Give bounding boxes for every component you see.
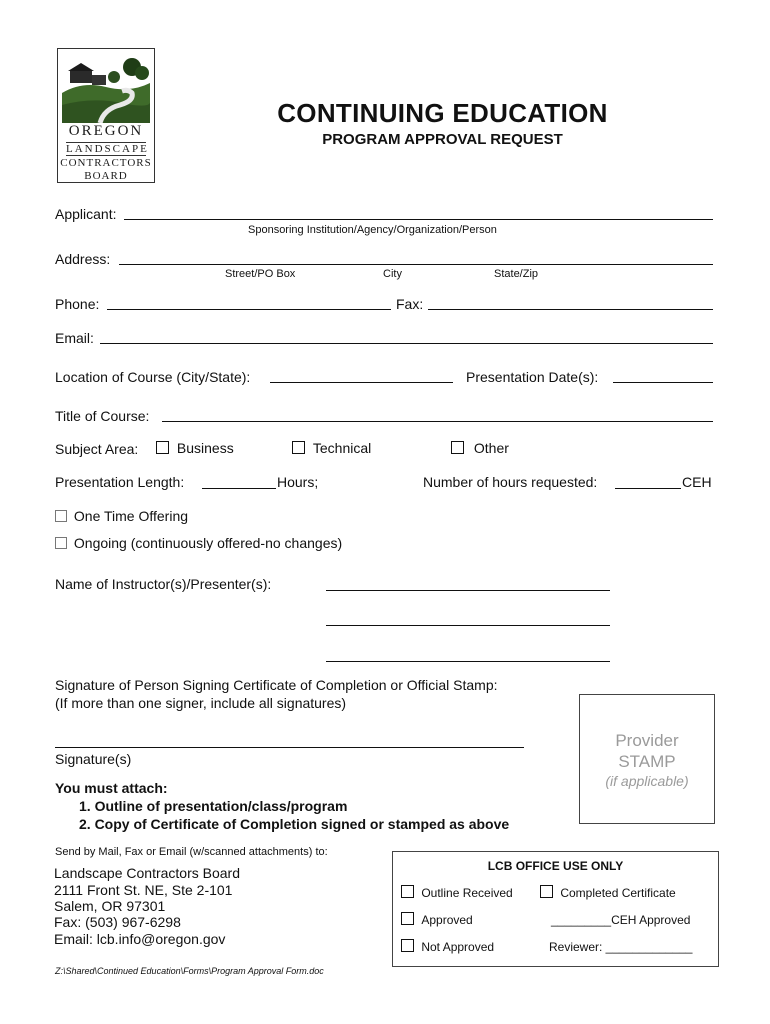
fax-field[interactable] [428,309,713,310]
other-checkbox[interactable] [451,441,464,454]
phone-label: Phone: [55,296,100,312]
instructor-field-2[interactable] [326,625,610,626]
signature-instruction: Signature of Person Signing Certificate of Completion or Official Stamp: [55,677,498,693]
logo-text-board: BOARD [84,170,128,182]
send-address-line-2: 2111 Front St. NE, Ste 2-101 [54,882,233,898]
instructor-label: Name of Instructor(s)/Presenter(s): [55,576,272,592]
one-time-offering-label: One Time Offering [73,508,189,524]
fax-label: Fax: [396,296,424,312]
logo-text-oregon: OREGON [68,123,144,139]
stamp-text-stamp: STAMP [618,752,676,771]
page-subtitle: PROGRAM APPROVAL REQUEST [322,131,563,148]
ongoing-offering-option[interactable] [55,535,342,551]
send-fax: Fax: (503) 967-6298 [54,914,181,930]
location-label: Location of Course (City/State): [55,369,251,385]
one-time-offering-option[interactable] [55,508,188,524]
location-field[interactable] [270,382,453,383]
course-title-label: Title of Course: [55,408,150,424]
business-label: Business [176,440,234,456]
send-address-line-1: Landscape Contractors Board [54,865,240,881]
applicant-caption: Sponsoring Institution/Agency/Organization/Person [248,224,497,236]
presentation-length-field[interactable] [202,488,276,489]
ceh-approved-field[interactable]: _________CEH Approved [551,913,691,927]
instructor-field-3[interactable] [326,661,610,662]
one-time-offering-checkbox[interactable] [55,510,67,522]
landscape-logo-icon [62,53,150,123]
not-approved-checkbox[interactable] [401,939,414,952]
address-field[interactable] [119,264,713,265]
attach-item-certificate: 2. Copy of Certificate of Completion signed or stamped as above [79,816,510,832]
outline-received-label: Outline Received [421,886,513,900]
hours-requested-unit: CEH [682,474,712,490]
address-caption-city: City [383,268,402,280]
presentation-dates-label: Presentation Date(s): [466,369,599,385]
send-address-line-3: Salem, OR 97301 [54,898,166,914]
other-label: Other [473,440,509,456]
page-title: CONTINUING EDUCATION [277,98,608,128]
applicant-label: Applicant: [55,206,117,222]
signature-note: (If more than one signer, include all signatures) [55,695,347,711]
phone-field[interactable] [107,309,391,310]
outline-received-option[interactable] [401,885,513,900]
instructor-field-1[interactable] [326,590,610,591]
hours-requested-field[interactable] [615,488,681,489]
lcb-logo [57,48,155,183]
address-caption-state: State/Zip [494,268,539,280]
hours-requested-label: Number of hours requested: [423,474,598,490]
address-label: Address: [55,251,111,267]
approved-option[interactable] [401,912,473,927]
attach-heading: You must attach: [55,780,168,796]
subject-other-option[interactable] [451,440,509,456]
applicant-field[interactable] [124,219,713,220]
business-checkbox[interactable] [156,441,169,454]
signature-caption: Signature(s) [55,751,132,767]
email-label: Email: [55,330,94,346]
technical-label: Technical [312,440,372,456]
signature-field[interactable] [55,747,524,748]
completed-certificate-checkbox[interactable] [540,885,553,898]
provider-stamp-box [579,694,715,824]
ongoing-offering-label: Ongoing (continuously offered-no changes) [73,535,343,551]
subject-area-label: Subject Area: [55,441,139,457]
course-title-field[interactable] [162,421,713,422]
approved-checkbox[interactable] [401,912,414,925]
logo-text-landscape: LANDSCAPE [66,143,149,155]
completed-certificate-label: Completed Certificate [560,886,676,900]
approved-label: Approved [421,913,473,927]
subject-business-option[interactable] [156,440,234,456]
not-approved-option[interactable] [401,939,494,954]
email-field[interactable] [100,343,713,344]
stamp-text-if-applicable: (if applicable) [605,773,689,789]
not-approved-label: Not Approved [421,940,495,954]
outline-received-checkbox[interactable] [401,885,414,898]
send-instruction: Send by Mail, Fax or Email (w/scanned attachments) to: [55,846,328,858]
technical-checkbox[interactable] [292,441,305,454]
presentation-dates-field[interactable] [613,382,713,383]
file-path-footer: Z:\Shared\Continued Education\Forms\Program Approval Form.doc [55,966,324,976]
ongoing-offering-checkbox[interactable] [55,537,67,549]
attach-item-outline: 1. Outline of presentation/class/program [79,798,348,814]
send-email: Email: lcb.info@oregon.gov [54,931,226,947]
presentation-length-label: Presentation Length: [55,474,185,490]
subject-technical-option[interactable] [292,440,371,456]
completed-certificate-option[interactable] [540,885,676,900]
address-caption-street: Street/PO Box [225,268,296,280]
presentation-length-unit: Hours; [277,474,319,490]
logo-text-contractors: CONTRACTORS [60,157,152,169]
office-use-heading: LCB OFFICE USE ONLY [487,859,624,873]
stamp-text-provider: Provider [615,731,679,750]
reviewer-field[interactable]: Reviewer: _____________ [549,940,693,954]
office-use-box [392,851,719,967]
